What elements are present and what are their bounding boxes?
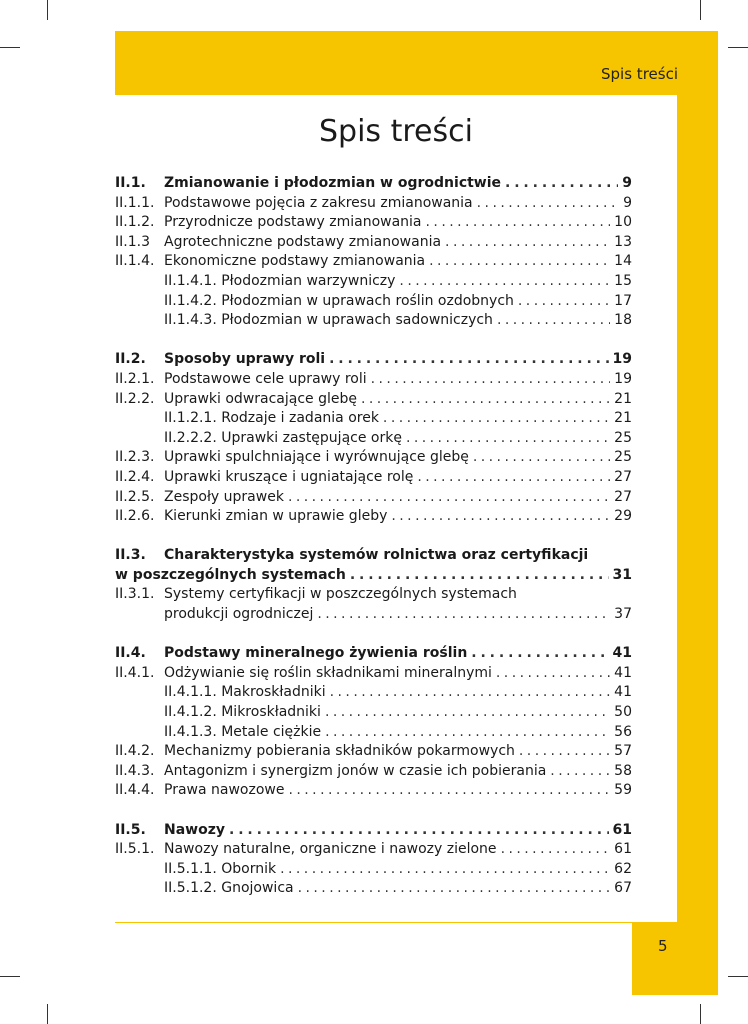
toc-entry-page: 27: [614, 488, 632, 505]
toc-entry: [115, 585, 632, 605]
dot-leader: [225, 821, 609, 841]
toc-entry: [115, 252, 632, 272]
toc-entry-title: Uprawki spulchniające i wyrównujące glebę: [164, 449, 469, 466]
dot-leader: [402, 429, 610, 449]
dot-leader: [379, 409, 610, 429]
toc-entry-page: 31: [612, 566, 632, 583]
dot-leader: [325, 350, 608, 370]
toc-entry-number: II.2.5.: [115, 488, 155, 505]
toc-entry: [115, 879, 632, 899]
toc-entry-number: II.1.: [115, 175, 146, 191]
toc-entry-title: Sposoby uprawy roli: [164, 351, 326, 368]
dot-leader: [497, 840, 611, 860]
toc-entry-page: 17: [614, 292, 632, 309]
toc-entry-page: 41: [614, 664, 632, 681]
toc-entry-number: II.4.3.: [115, 762, 155, 779]
toc-entry: [115, 370, 632, 390]
toc-entry-title: II.5.1.1. Obornik: [164, 860, 277, 877]
toc-entry: [115, 311, 632, 331]
crop-mark: [728, 47, 748, 48]
toc-entry-number: II.1.2.: [115, 214, 155, 231]
dot-leader: [515, 742, 610, 762]
toc-entry-number: II.2.6.: [115, 508, 155, 525]
toc-entry: [115, 664, 632, 684]
toc-entry: [115, 233, 632, 253]
toc-entry: [115, 213, 632, 233]
dot-leader: [357, 390, 610, 410]
toc-entry-number: II.3.1.: [115, 586, 155, 603]
toc-entry-page: 9: [623, 194, 632, 211]
toc-entry-title: II.4.1.2. Mikroskładniki: [164, 704, 321, 721]
toc-entry-title: Zmianowanie i płodozmian w ogrodnictwie: [164, 175, 502, 191]
dot-leader: [473, 194, 619, 214]
toc-entry-title: Zespoły uprawek: [164, 488, 284, 505]
toc-entry-page: 62: [614, 860, 632, 877]
toc-entry-page: 41: [612, 645, 632, 662]
toc-entry-title: Kierunki zmian w uprawie gleby: [164, 508, 388, 525]
toc-entry-title: Mechanizmy pobierania składników pokarmowych: [164, 743, 515, 760]
toc-entry: [115, 507, 632, 527]
table-of-contents: [115, 174, 632, 899]
toc-entry-page: 29: [614, 508, 632, 525]
toc-entry-title: Nawozy naturalne, organiczne i nawozy zielone: [164, 841, 497, 858]
page-title: Spis treści: [319, 114, 473, 149]
dot-leader: [422, 213, 611, 233]
toc-entry: [115, 350, 632, 370]
side-bar: [677, 95, 718, 922]
toc-entry-number: II.1.4.: [115, 253, 155, 270]
dot-leader: [313, 605, 610, 625]
dot-leader: [441, 233, 610, 253]
toc-entry-number: II.5.1.: [115, 841, 155, 858]
toc-entry: [115, 448, 632, 468]
toc-entry-title: Nawozy: [164, 821, 225, 838]
toc-entry-page: 13: [614, 233, 632, 250]
dot-leader: [469, 448, 610, 468]
toc-entry-title: Podstawy mineralnego żywienia roślin: [164, 645, 468, 662]
crop-mark: [700, 0, 701, 20]
toc-entry-number: II.2.3.: [115, 449, 155, 466]
toc-entry-title: II.4.1.3. Metale ciężkie: [164, 723, 322, 740]
toc-entry-number: II.1.3: [115, 233, 150, 250]
toc-entry-page: 19: [612, 351, 632, 368]
toc-entry: [115, 821, 632, 841]
toc-entry-page: 25: [614, 449, 632, 466]
dot-leader: [346, 566, 609, 586]
toc-entry-page: 19: [614, 370, 632, 387]
toc-entry-number: II.2.4.: [115, 468, 155, 485]
dot-leader: [276, 860, 610, 880]
toc-entry: [115, 840, 632, 860]
toc-entry: [115, 723, 632, 743]
toc-entry: [115, 566, 632, 586]
toc-entry-title: II.5.1.2. Gnojowica: [164, 880, 294, 897]
dot-leader: [546, 762, 610, 782]
toc-entry: [115, 174, 632, 194]
toc-entry: [115, 409, 632, 429]
crop-mark: [47, 0, 48, 20]
toc-entry-page: 61: [612, 821, 632, 838]
toc-entry-number: II.4.1.: [115, 664, 155, 681]
dot-leader: [501, 174, 618, 194]
toc-entry-title: Antagonizm i synergizm jonów w czasie ich pobierania: [164, 762, 547, 779]
toc-entry-page: 61: [614, 841, 632, 858]
dot-leader: [395, 272, 610, 292]
toc-entry-title: II.2.2.2. Uprawki zastępujące orkę: [164, 429, 402, 446]
toc-entry-number: II.4.2.: [115, 743, 155, 760]
crop-mark: [0, 47, 20, 48]
dot-leader: [321, 703, 610, 723]
dot-leader: [326, 683, 611, 703]
page-number-box: [632, 922, 718, 995]
toc-entry: [115, 468, 632, 488]
dot-leader: [284, 781, 610, 801]
running-header: Spis treści: [601, 65, 678, 83]
dot-leader: [387, 507, 610, 527]
toc-entry-number: II.1.1.: [115, 194, 155, 211]
crop-mark: [728, 976, 748, 977]
toc-entry-title: II.4.1.1. Makroskładniki: [164, 684, 326, 701]
toc-entry: [115, 194, 632, 214]
page-number: 5: [658, 937, 668, 955]
toc-entry-page: 21: [614, 410, 632, 427]
toc-entry-title: Charakterystyka systemów rolnictwa oraz certyfikacji: [164, 547, 589, 564]
toc-entry-page: 57: [614, 743, 632, 760]
toc-entry-title: II.1.2.1. Rodzaje i zadania orek: [164, 410, 379, 427]
toc-entry-page: 27: [614, 468, 632, 485]
toc-entry: [115, 390, 632, 410]
toc-entry-title: Uprawki kruszące i ugniatające rolę: [164, 468, 414, 485]
dot-leader: [493, 311, 610, 331]
toc-entry-page: 56: [614, 723, 632, 740]
toc-entry-title: Podstawowe pojęcia z zakresu zmianowania: [164, 194, 473, 211]
toc-entry-title: Przyrodnicze podstawy zmianowania: [164, 214, 422, 231]
toc-entry-page: 25: [614, 429, 632, 446]
toc-entry-page: 41: [614, 684, 632, 701]
toc-entry-number: II.5.: [115, 821, 146, 838]
toc-entry: [115, 742, 632, 762]
toc-entry: [115, 605, 632, 625]
toc-entry: [115, 429, 632, 449]
toc-entry: [115, 703, 632, 723]
toc-entry-title: Systemy certyfikacji w poszczególnych systemach: [164, 586, 517, 603]
dot-leader: [514, 292, 610, 312]
crop-mark: [0, 976, 20, 977]
toc-entry: [115, 546, 632, 566]
dot-leader: [321, 723, 610, 743]
toc-entry-number: II.2.1.: [115, 370, 155, 387]
toc-entry-title: produkcji ogrodniczej: [164, 606, 314, 623]
toc-entry-title: w poszczególnych systemach: [115, 566, 346, 583]
toc-entry: [115, 860, 632, 880]
bottom-rule: [115, 922, 632, 923]
dot-leader: [367, 370, 611, 390]
toc-entry-title: II.1.4.3. Płodozmian w uprawach sadowniczych: [164, 312, 493, 329]
toc-entry-title: Ekonomiczne podstawy zmianowania: [164, 253, 426, 270]
toc-entry-page: 59: [614, 782, 632, 799]
header-band: [115, 31, 718, 95]
toc-entry-title: II.1.4.2. Płodozmian w uprawach roślin ozdobnych: [164, 292, 514, 309]
dot-leader: [492, 664, 610, 684]
toc-entry-page: 67: [614, 880, 632, 897]
toc-entry-number: II.4.4.: [115, 782, 155, 799]
toc-entry: [115, 272, 632, 292]
toc-entry-title: Uprawki odwracające glebę: [164, 390, 357, 407]
toc-entry: [115, 292, 632, 312]
dot-leader: [284, 488, 610, 508]
crop-mark: [47, 1004, 48, 1024]
dot-leader: [467, 644, 608, 664]
dot-leader: [425, 252, 610, 272]
toc-entry-page: 14: [614, 253, 632, 270]
toc-entry-title: Odżywianie się roślin składnikami mineralnymi: [164, 664, 492, 681]
toc-entry-number: II.2.2.: [115, 390, 155, 407]
toc-entry-page: 15: [614, 272, 632, 289]
toc-entry: [115, 488, 632, 508]
toc-entry-page: 18: [614, 312, 632, 329]
toc-entry-page: 58: [614, 762, 632, 779]
toc-entry: [115, 644, 632, 664]
toc-entry-page: 50: [614, 704, 632, 721]
toc-entry-page: 37: [614, 606, 632, 623]
toc-entry-title: Podstawowe cele uprawy roli: [164, 370, 367, 387]
toc-entry-title: II.1.4.1. Płodozmian warzywniczy: [164, 272, 396, 289]
toc-entry-page: 21: [614, 390, 632, 407]
toc-entry-title: Agrotechniczne podstawy zmianowania: [164, 233, 442, 250]
toc-entry-title: Prawa nawozowe: [164, 782, 285, 799]
dot-leader: [413, 468, 610, 488]
toc-entry-number: II.2.: [115, 351, 146, 368]
toc-entry-number: II.3.: [115, 547, 146, 564]
toc-entry: [115, 683, 632, 703]
toc-entry: [115, 781, 632, 801]
toc-entry-page: 10: [614, 214, 632, 231]
dot-leader: [294, 879, 611, 899]
toc-entry-page: 9: [622, 175, 632, 191]
crop-mark: [700, 1004, 701, 1024]
toc-entry: [115, 762, 632, 782]
toc-entry-number: II.4.: [115, 645, 146, 662]
